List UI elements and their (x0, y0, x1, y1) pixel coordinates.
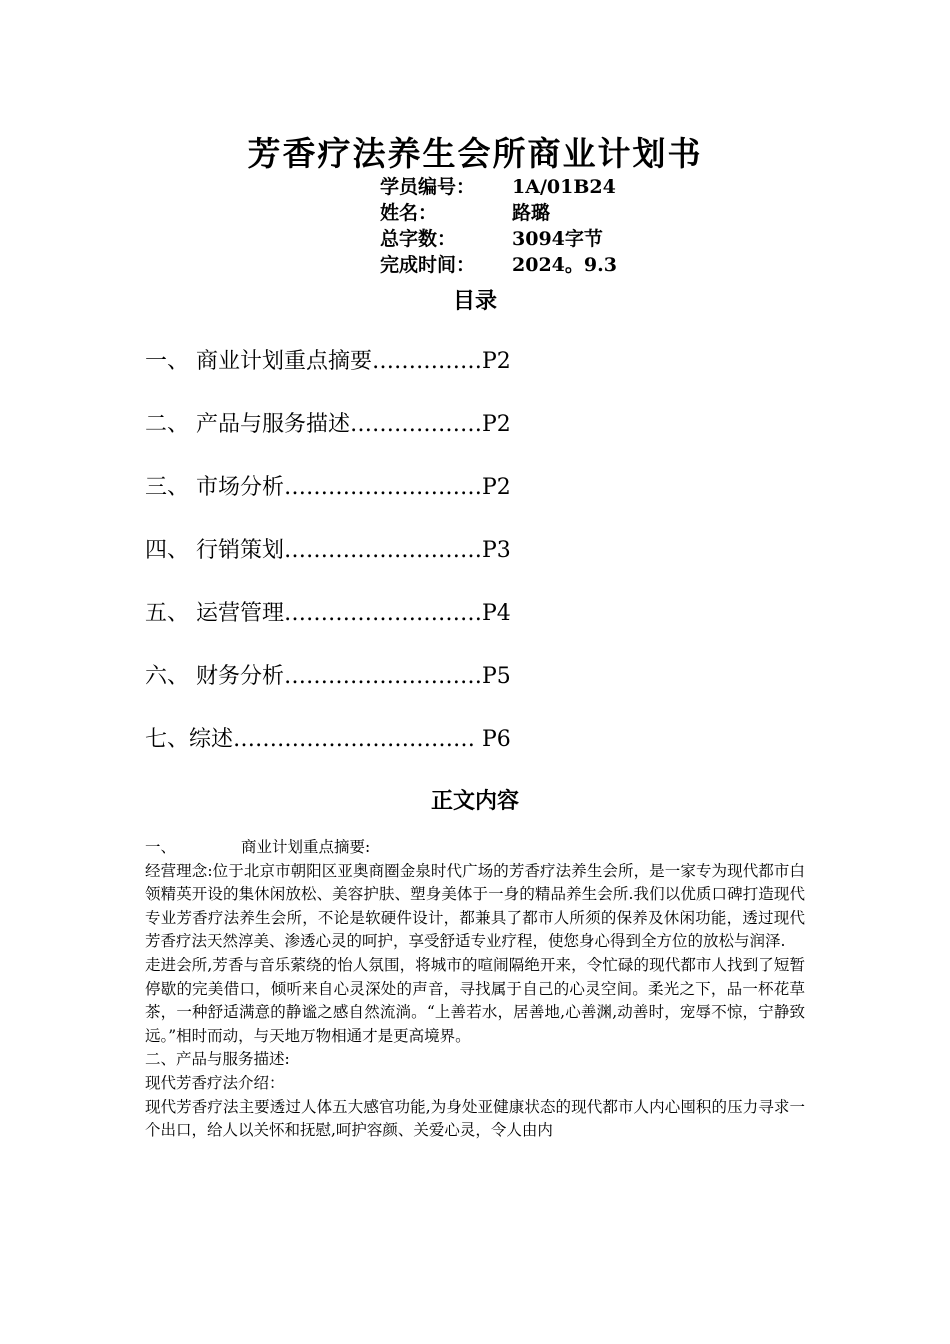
table-of-contents (145, 344, 511, 785)
section-heading (145, 836, 805, 860)
info-label: 学员编号： (380, 176, 476, 198)
section-heading: 二、产品与服务描述: (145, 1050, 290, 1069)
info-value: 3094字节 (512, 228, 603, 250)
info-row-name (380, 200, 617, 226)
info-value: 1A/01B24 (512, 176, 616, 198)
info-label: 姓名： (380, 202, 438, 224)
toc-item[interactable]: 一、 商业计划重点摘要……………P2 (145, 349, 511, 374)
toc-heading: 目录 (452, 288, 497, 314)
info-label: 完成时间： (380, 254, 476, 276)
body-heading: 正文内容 (430, 788, 519, 814)
body-content (145, 836, 805, 1143)
toc-item[interactable]: 四、 行销策划………………………P3 (145, 538, 511, 563)
section-title: 商业计划重点摘要: (241, 838, 371, 856)
document-title: 芳香疗法养生会所商业计划书 (247, 134, 703, 173)
info-row-student-id (380, 174, 617, 200)
toc-item[interactable]: 三、 市场分析………………………P2 (145, 475, 511, 500)
student-info (380, 174, 617, 278)
info-row-completion-date (380, 252, 617, 278)
subheading: 现代芳香疗法介绍： (145, 1073, 285, 1092)
info-row-word-count (380, 226, 617, 252)
info-value: 路璐 (512, 202, 551, 224)
toc-item[interactable]: 五、 运营管理………………………P4 (145, 601, 511, 626)
toc-item[interactable]: 六、 财务分析………………………P5 (145, 664, 511, 689)
section-number: 一、 (145, 838, 177, 856)
paragraph: 走进会所,芳香与音乐萦绕的怡人氛围，将城市的喧闹隔绝开来，令忙碌的现代都市人找到了短暂停歇的完美借口，倾听来自心灵深处的声音，寻找属于自己的心灵空间。柔光之下，品一杯花草茶，一种舒适满意的静谧之感自然流淌。“上善若水，居善地,心善渊,动善时，宠辱不惊，宁静致远。”相时而动，与天地万物相通才是更高境界。 (145, 955, 805, 1045)
paragraph: 经营理念:位于北京市朝阳区亚奥商圈金泉时代广场的芳香疗法养生会所，是一家专为现代都市白领精英开设的集休闲放松、美容护肤、塑身美体于一身的精品养生会所.我们以优质口碑打造现代专业芳香疗法养生会所，不论是软硬件设计，都兼具了都市人所须的保养及休闲功能，透过现代芳香疗法天然淳美、渗透心灵的呵护，享受舒适专业疗程，使您身心得到全方位的放松与润泽. (145, 861, 805, 951)
info-label: 总字数： (380, 228, 457, 250)
info-value: 2024。9.3 (512, 254, 617, 276)
paragraph: 现代芳香疗法主要透过人体五大感官功能,为身处亚健康状态的现代都市人内心囤积的压力寻求一个出口，给人以关怀和抚慰,呵护容颜、关爱心灵，令人由内 (145, 1097, 805, 1140)
toc-item[interactable]: 二、 产品与服务描述………………P2 (145, 412, 511, 437)
toc-item[interactable]: 七、综述…………………………… P6 (145, 727, 511, 752)
